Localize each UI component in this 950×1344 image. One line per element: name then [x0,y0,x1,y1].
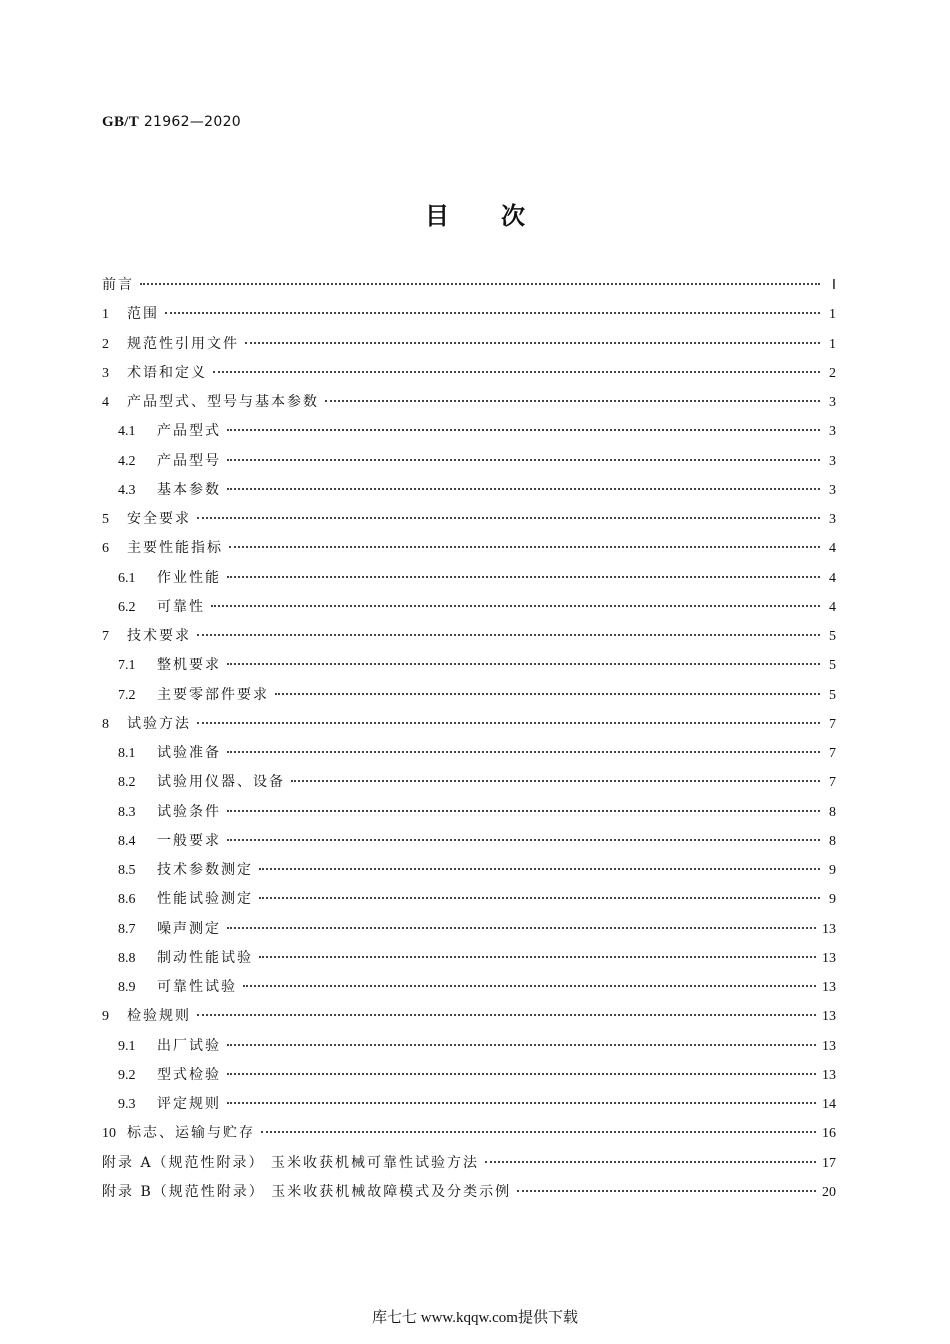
dot-leader [140,283,820,285]
dot-leader [227,576,820,578]
dot-leader [197,517,820,519]
toc-page: 5 [829,687,836,703]
toc-number: 3 [102,365,109,381]
toc-page: 3 [829,424,836,440]
toc-number: 9.1 [118,1038,136,1054]
dot-leader [261,1131,816,1133]
toc-entry[interactable] [102,713,836,742]
toc-number: 8.3 [118,804,136,820]
toc-page: 14 [822,1097,836,1112]
dot-leader [227,1102,816,1104]
toc-number: 10 [102,1126,116,1142]
dot-leader [227,927,816,929]
toc-page: 13 [822,1038,836,1054]
toc-label: 可靠性试验 [157,979,237,995]
toc-page: 3 [829,512,836,527]
toc-page: 9 [829,863,836,878]
toc-number: 8.4 [118,833,136,849]
toc-page: 16 [822,1126,836,1142]
toc-label: 整机要求 [157,657,221,674]
toc-page: 3 [829,482,836,498]
toc-entry[interactable] [102,1005,836,1034]
toc-page: 13 [822,1067,836,1083]
toc-number: 5 [102,512,109,527]
dot-leader [227,459,820,461]
toc-page: 3 [829,453,836,469]
toc-label: 评定规则 [157,1096,221,1112]
toc-number: 8.1 [118,746,136,761]
toc-entry[interactable] [102,537,836,566]
toc-number: 8 [102,716,109,732]
toc-label: 主要零部件要求 [157,686,269,703]
title-char: 目 [425,202,449,230]
toc-label: 出厂试验 [157,1037,221,1054]
toc-label: 制动性能试验 [157,949,253,966]
toc-label: 型式检验 [157,1066,221,1083]
dot-leader [213,371,820,373]
toc-page: 2 [829,365,836,381]
toc-number: 7 [102,629,109,644]
toc-entry[interactable] [102,274,836,303]
toc-label: 基本参数 [157,481,221,498]
dot-leader [259,868,820,870]
toc-label: 主要性能指标 [127,540,223,557]
toc-page: 3 [829,395,836,410]
toc-label: 试验条件 [157,803,221,820]
dot-leader [197,1014,816,1016]
toc-page: 17 [822,1155,836,1171]
dot-leader [485,1161,816,1163]
toc-number: 4.1 [118,424,136,440]
toc-label: 前言 [102,277,134,293]
toc-page: 7 [829,716,836,732]
toc-page: 9 [829,892,836,908]
toc-page: 5 [829,658,836,674]
toc-entry[interactable] [102,742,836,771]
toc-page: 4 [829,541,836,557]
dot-leader [275,693,820,695]
dot-leader [197,722,820,724]
toc-label: 性能试验测定 [157,891,253,908]
toc-number: 1 [102,307,109,323]
dot-leader [227,429,820,431]
toc-label: 噪声测定 [157,920,221,937]
toc-page: 8 [829,833,836,849]
toc-page: 5 [829,629,836,644]
dot-leader [259,897,820,899]
toc-page: 1 [829,307,836,323]
toc-number: 2 [102,336,109,352]
toc-number: 6.2 [118,599,136,615]
toc-page: 4 [829,599,836,615]
toc-number: 4.3 [118,482,136,498]
toc-label: 安全要求 [127,511,191,527]
std-prefix: GB/T [102,114,140,130]
toc-entry[interactable] [102,1064,836,1093]
toc-entry[interactable] [102,450,836,479]
toc-page: 20 [822,1184,836,1200]
footer-watermark: 库七七 www.kqqw.com提供下载 [372,1310,578,1326]
table-of-contents [102,274,836,1210]
toc-label: 产品型式 [157,423,221,440]
toc-label: 附录 A（规范性附录） 玉米收获机械可靠性试验方法 [102,1154,480,1171]
std-code: 21962—2020 [143,114,241,130]
toc-entry[interactable] [102,1093,836,1122]
toc-number: 8.7 [118,921,136,937]
toc-entry[interactable] [102,567,836,596]
toc-number: 4 [102,395,109,410]
toc-number: 9.3 [118,1097,136,1112]
toc-entry[interactable] [102,362,836,391]
toc-entry[interactable] [102,1152,836,1181]
toc-number: 8.9 [118,980,136,995]
toc-number: 8.8 [118,950,136,966]
toc-entry[interactable] [102,801,836,830]
toc-label: 试验方法 [127,715,191,732]
toc-entry[interactable] [102,976,836,1005]
toc-label: 可靠性 [157,598,205,615]
toc-entry[interactable] [102,1035,836,1064]
dot-leader [227,663,820,665]
dot-leader [211,605,820,607]
toc-page: 13 [822,921,836,937]
toc-label: 一般要求 [157,832,221,849]
toc-page: 13 [822,950,836,966]
dot-leader [325,400,820,402]
toc-page: 8 [829,804,836,820]
dot-leader [291,780,820,782]
toc-entry[interactable] [102,888,836,917]
toc-page: Ⅰ [831,278,836,293]
dot-leader [259,956,816,958]
dot-leader [227,810,820,812]
toc-entry[interactable] [102,508,836,537]
title-char: 次 [501,202,525,230]
toc-number: 9.2 [118,1067,136,1083]
toc-number: 6 [102,541,109,557]
toc-entry[interactable] [102,333,836,362]
toc-label: 作业性能 [157,569,221,586]
toc-entry[interactable] [102,771,836,800]
toc-entry[interactable] [102,947,836,976]
toc-label: 术语和定义 [127,364,207,381]
toc-label: 技术参数测定 [157,862,253,878]
toc-page: 7 [829,775,836,791]
toc-number: 9 [102,1009,109,1025]
toc-page: 4 [829,570,836,586]
toc-entry[interactable] [102,684,836,713]
toc-entry[interactable] [102,830,836,859]
dot-leader [227,488,820,490]
dot-leader [245,342,820,344]
toc-entry[interactable] [102,596,836,625]
dot-leader [227,1044,816,1046]
dot-leader [227,751,820,753]
toc-number: 8.6 [118,892,136,908]
toc-label: 产品型式、型号与基本参数 [127,394,319,410]
toc-entry[interactable] [102,303,836,332]
toc-label: 试验用仪器、设备 [157,774,285,791]
toc-entry[interactable] [102,654,836,683]
toc-number: 4.2 [118,453,136,469]
page-title [0,196,950,231]
toc-label: 附录 B（规范性附录） 玉米收获机械故障模式及分类示例 [102,1183,512,1200]
toc-entry[interactable] [102,859,836,888]
toc-number: 6.1 [118,570,136,586]
toc-entry[interactable] [102,1181,836,1210]
toc-label: 标志、运输与贮存 [127,1125,255,1142]
toc-label: 规范性引用文件 [127,335,239,352]
toc-entry[interactable] [102,420,836,449]
toc-label: 试验准备 [157,745,221,761]
toc-number: 8.5 [118,863,136,878]
dot-leader [229,546,820,548]
toc-page: 7 [829,746,836,761]
toc-entry[interactable] [102,391,836,420]
toc-page: 13 [822,980,836,995]
toc-number: 8.2 [118,775,136,791]
dot-leader [227,1073,816,1075]
dot-leader [517,1190,816,1192]
toc-label: 技术要求 [127,628,191,644]
dot-leader [243,985,816,987]
dot-leader [197,634,820,636]
toc-entry[interactable] [102,1122,836,1151]
toc-page: 13 [822,1009,836,1025]
dot-leader [227,839,820,841]
toc-entry[interactable] [102,479,836,508]
toc-page: 1 [829,336,836,352]
toc-label: 范围 [127,306,159,323]
toc-label: 产品型号 [157,452,221,469]
toc-label: 检验规则 [127,1008,191,1025]
toc-number: 7.1 [118,658,136,674]
dot-leader [165,312,820,314]
standard-number [102,114,241,131]
toc-number: 7.2 [118,687,136,703]
toc-entry[interactable] [102,625,836,654]
toc-entry[interactable] [102,918,836,947]
